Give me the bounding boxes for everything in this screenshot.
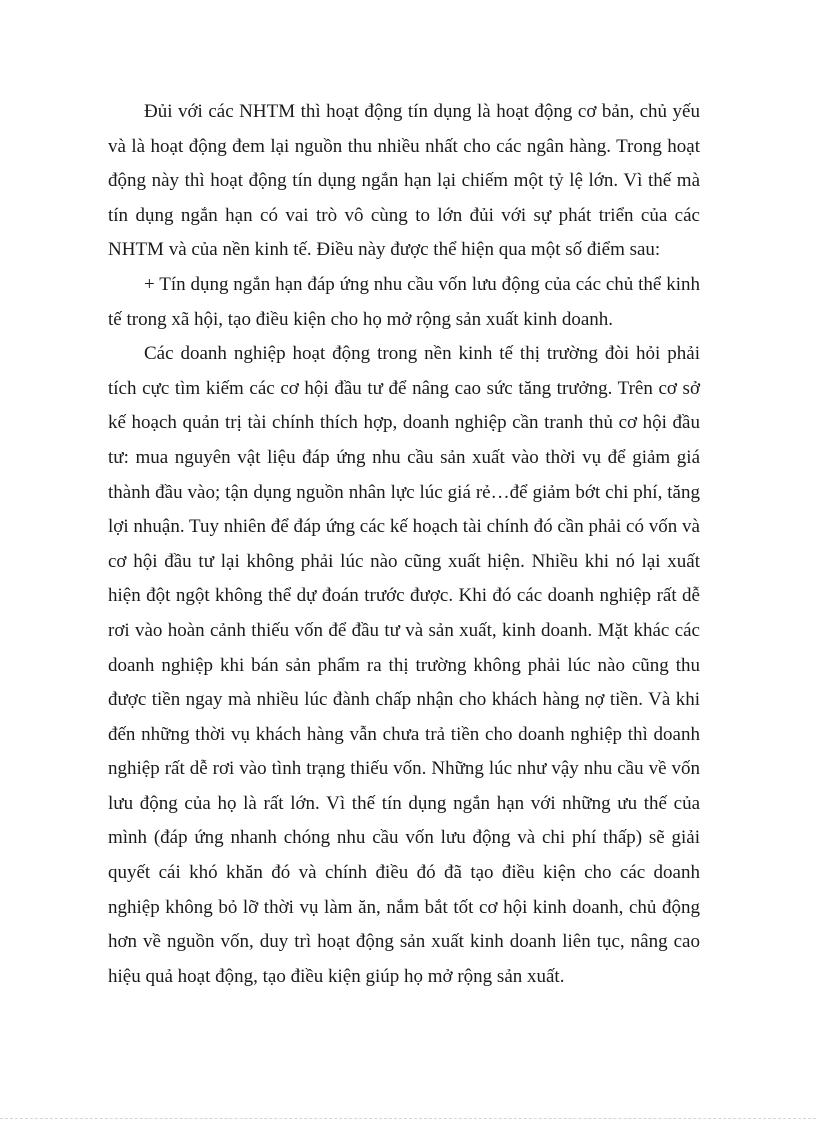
paragraph-main: Các doanh nghiệp hoạt động trong nền kinh tế thị trường đòi hỏi phải tích cực tìm kiếm các cơ hội đầu tư để nâng cao sức tăng trưởng. Trên cơ sở kế hoạch quản trị tài chính thích hợp, doanh nghiệp cần tranh thủ cơ hội đầu tư: mua nguyên vật liệu đáp ứng nhu cầu sản xuất vào thời vụ để giảm giá thành đầu vào; tận dụng nguồn nhân lực lúc giá rẻ…để giảm bớt chi phí, tăng lợi nhuận. Tuy nhiên để đáp ứng các kế hoạch tài chính đó cần phải có vốn và cơ hội đầu tư lại không phải lúc nào cũng xuất hiện. Nhiều khi nó lại xuất hiện đột ngột không thể dự đoán trước được. Khi đó các doanh nghiệp rất dễ rơi vào hoàn cảnh thiếu vốn để đầu tư và sản xuất, kinh doanh. Mặt khác các doanh nghiệp khi bán sản phẩm ra thị trường không phải lúc nào cũng thu được tiền ngay mà nhiều lúc đành chấp nhận cho khách hàng nợ tiền. Và khi đến những thời vụ khách hàng vẫn chưa trả tiền cho doanh nghiệp thì doanh nghiệp rất dễ rơi vào tình trạng thiếu vốn. Những lúc như vậy nhu cầu về vốn lưu động của họ là rất lớn. Vì thế tín dụng ngắn hạn với những ưu thế của mình (đáp ứng nhanh chóng nhu cầu vốn lưu động và chi phí thấp) sẽ giải quyết cái khó khăn đó và chính điều đó đã tạo điều kiện cho các doanh nghiệp không bỏ lỡ thời vụ làm ăn, nắm bắt tốt cơ hội kinh doanh, chủ động hơn về nguồn vốn, duy trì hoạt động sản xuất kinh doanh liên tục, nâng cao hiệu quả hoạt động, tạo điều kiện giúp họ mở rộng sản xuất. xyxy=(108,343,700,987)
paragraph-bullet: + Tín dụng ngắn hạn đáp ứng nhu cầu vốn lưu động của các chủ thể kinh tế trong xã hội, tạo điều kiện cho họ mở rộng sản xuất kinh doanh. xyxy=(108,273,700,330)
body-text xyxy=(108,95,700,994)
page-bottom-divider xyxy=(0,1118,816,1119)
paragraph-intro: Đủi với các NHTM thì hoạt động tín dụng là hoạt động cơ bản, chủ yếu và là hoạt động đem lại nguồn thu nhiều nhất cho các ngân hàng. Trong hoạt động này thì hoạt động tín dụng ngắn hạn lại chiếm một tỷ lệ lớn. Vì thế mà tín dụng ngắn hạn có vai trò vô cùng to lớn đủi với sự phát triển của các NHTM và của nền kinh tế. Điều này được thể hiện qua một số điểm sau: xyxy=(108,101,700,261)
